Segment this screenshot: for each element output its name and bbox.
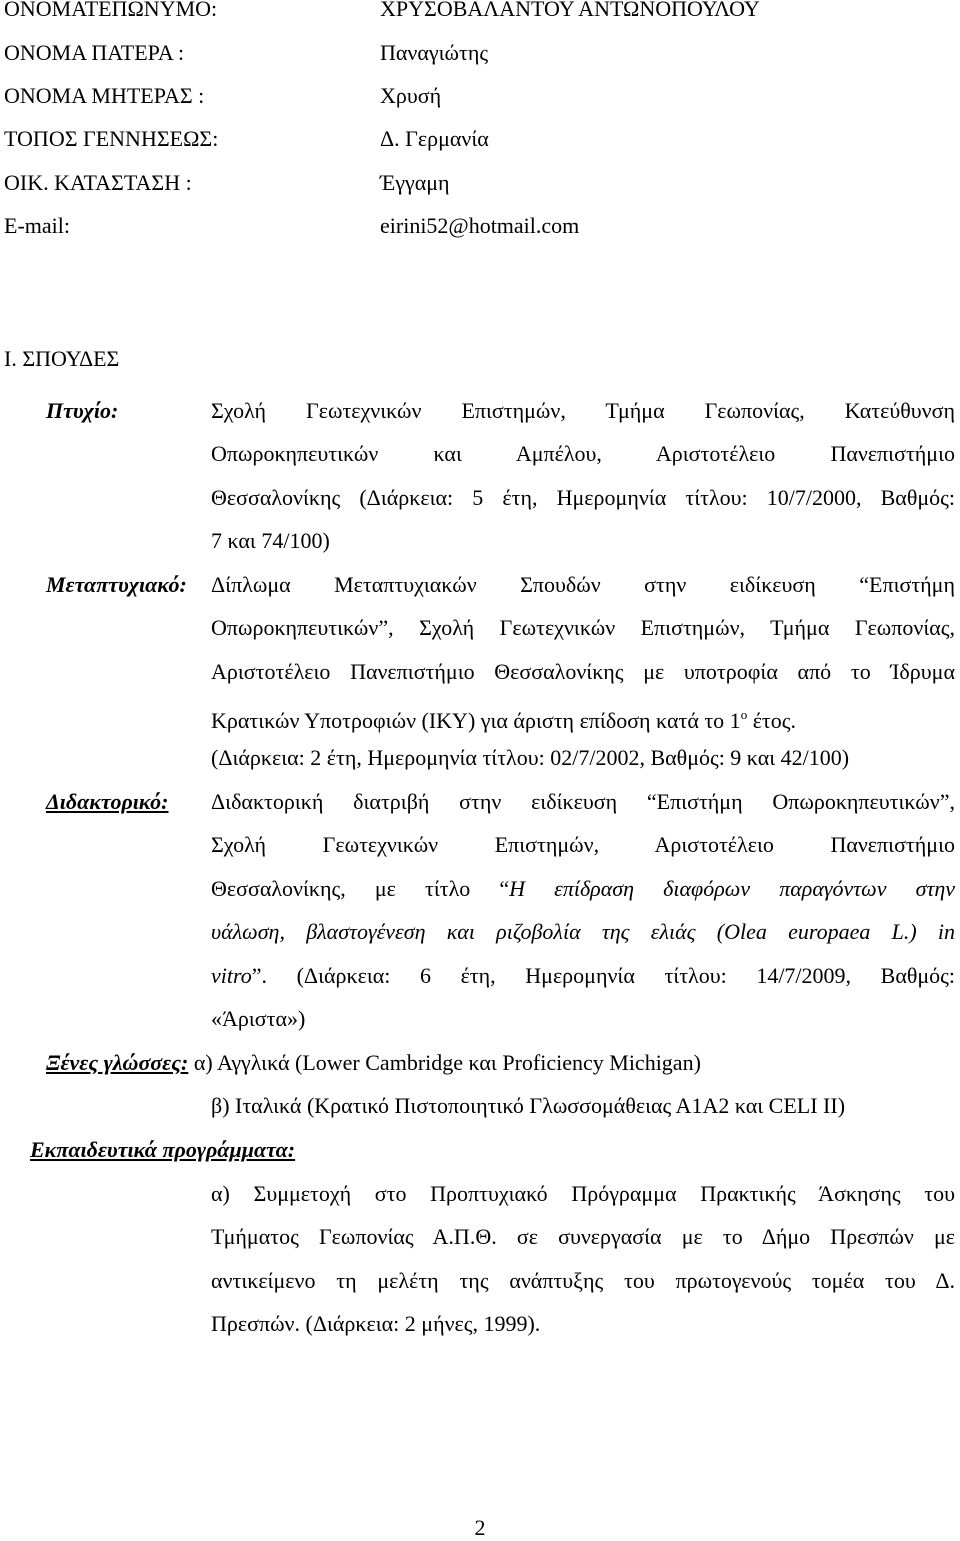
thesis-title: υάλωση, βλαστογένεση και ριζοβολία της ελιάς (Olea europaea L.) in	[211, 919, 955, 944]
degree-line: Θεσσαλονίκης (Διάρκεια: 5 έτη, Ημερομηνία τίτλου: 10/7/2000, Βαθμός:	[211, 485, 955, 510]
programs-line: α) Συμμετοχή στο Προπτυχιακό Πρόγραμμα Πρακτικής Άσκησης του	[211, 1181, 955, 1206]
info-value: Χρυσή	[380, 83, 442, 108]
degree-line: Σχολή Γεωτεχνικών Επιστημών, Τμήμα Γεωπονίας, Κατεύθυνση	[211, 398, 955, 423]
phd-line-text: Θεσσαλονίκης, με τίτλο “	[211, 876, 510, 901]
languages-label: Ξένες γλώσσες:	[46, 1050, 189, 1075]
phd-line: Διδακτορική διατριβή στην ειδίκευση “Επιστήμη Οπωροκηπευτικών”,	[211, 789, 955, 814]
info-label: ΤΟΠΟΣ ΓΕΝΝΗΣΕΩΣ:	[4, 126, 219, 151]
phd-line: Σχολή Γεωτεχνικών Επιστημών, Αριστοτέλειο Πανεπιστήμιο	[211, 832, 955, 857]
programs-line: Τμήματος Γεωπονίας Α.Π.Θ. σε συνεργασία με το Δήμο Πρεσπών με	[211, 1224, 955, 1249]
masters-line-text: Κρατικών Υποτροφιών (ΙΚΥ) για άριστη επίδοση κατά το 1	[211, 708, 741, 733]
programs-label: Εκπαιδευτικά προγράμματα:	[30, 1137, 296, 1162]
languages-row	[46, 1050, 701, 1076]
degree-line: Οπωροκηπευτικών και Αμπέλου, Αριστοτέλειο Πανεπιστήμιο	[211, 441, 955, 466]
info-value: eirini52@hotmail.com	[380, 213, 580, 238]
info-label: ΟΙΚ. ΚΑΤΑΣΤΑΣΗ :	[4, 170, 192, 195]
info-label: ΟΝΟΜΑ ΜΗΤΕΡΑΣ :	[4, 83, 205, 108]
programs-line: Πρεσπών. (Διάρκεια: 2 μήνες, 1999).	[211, 1311, 541, 1336]
masters-line: Οπωροκηπευτικών”, Σχολή Γεωτεχνικών Επιστημών, Τμήμα Γεωπονίας,	[211, 615, 955, 640]
masters-line: Δίπλωμα Μεταπτυχιακών Σπουδών στην ειδίκευση “Επιστήμη	[211, 572, 955, 597]
info-value: Παναγιώτης	[380, 40, 489, 65]
superscript: ο	[740, 707, 748, 722]
phd-line-text: ”. (Διάρκεια: 6 έτη, Ημερομηνία τίτλου: 14/7/2009, Βαθμός:	[251, 963, 955, 988]
masters-line: Αριστοτέλειο Πανεπιστήμιο Θεσσαλονίκης με υποτροφία από το Ίδρυμα	[211, 659, 955, 684]
info-label: E-mail:	[4, 213, 70, 238]
masters-label: Μεταπτυχιακό:	[46, 572, 187, 597]
thesis-title: Η επίδραση διαφόρων παραγόντων στην	[509, 876, 956, 901]
phd-line: «Άριστα»)	[211, 1006, 306, 1031]
phd-label: Διδακτορικό:	[46, 789, 169, 814]
programs-line: αντικείμενο τη μελέτη της ανάπτυξης του πρωτογενούς τομέα του Δ.	[211, 1268, 955, 1293]
degree-line: 7 και 74/100)	[211, 528, 330, 553]
phd-line	[211, 963, 955, 989]
info-label: ΟΝΟΜΑ ΠΑΤΕΡΑ :	[4, 40, 185, 65]
language-item: β) Ιταλικά (Κρατικό Πιστοποιητικό Γλωσσομάθειας Α1Α2 και CELI II)	[211, 1093, 846, 1118]
language-item: α) Αγγλικά (Lower Cambridge και Proficiency Michigan)	[193, 1050, 701, 1075]
info-value: Έγγαμη	[380, 170, 450, 195]
info-label: ΟΝΟΜΑΤΕΠΩΝΥΜΟ:	[4, 0, 218, 21]
info-value: ΧΡΥΣΟΒΑΛΑΝΤΟΥ ΑΝΤΩΝΟΠΟΥΛΟΥ	[380, 0, 760, 21]
phd-line	[211, 876, 955, 902]
info-value: Δ. Γερμανία	[380, 126, 489, 151]
degree-label: Πτυχίο:	[46, 398, 119, 423]
section-title: Ι. ΣΠΟΥΔΕΣ	[4, 346, 120, 371]
thesis-title: vitro	[211, 963, 252, 988]
masters-line	[211, 702, 955, 734]
page-number: 2	[474, 1515, 486, 1540]
masters-line: (Διάρκεια: 2 έτη, Ημερομηνία τίτλου: 02/7/2002, Βαθμός: 9 και 42/100)	[211, 745, 850, 770]
masters-line-text: έτος.	[747, 708, 796, 733]
